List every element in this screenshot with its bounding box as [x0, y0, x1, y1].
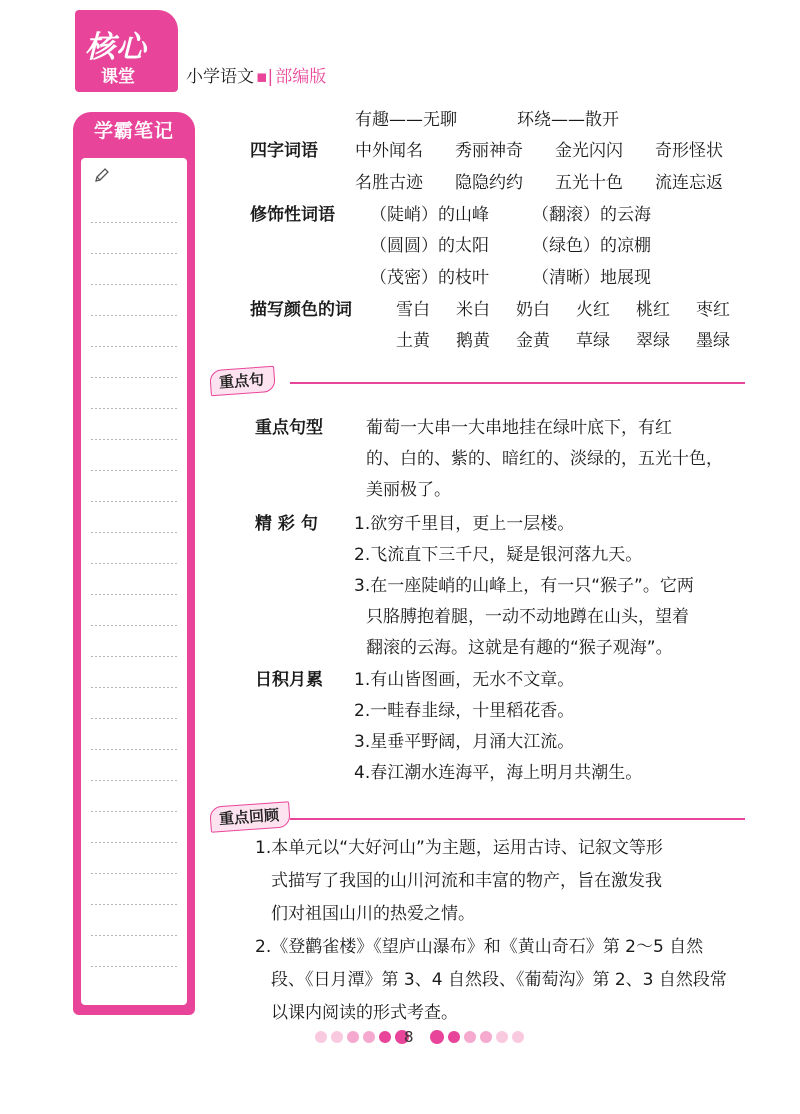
review-line: 以课内阅读的形式考查。 — [271, 1003, 458, 1023]
modifier-phrase: （翻滚）的云海 — [532, 205, 651, 225]
subject-label: 小学语文 — [186, 67, 254, 87]
daily-line: 2.一畦春韭绿，十里稻花香。 — [354, 701, 575, 721]
daily-line: 1.有山皆图画，无水不文章。 — [354, 670, 575, 690]
notes-writing-area[interactable] — [81, 158, 187, 1005]
color-word: 火红 — [576, 300, 610, 320]
color-word: 雪白 — [396, 300, 430, 320]
modifier-phrase: （圆圆）的太阳 — [370, 236, 489, 256]
wonderful-line: 只胳膊抱着腿，一动不动地蹲在山头，望着 — [366, 607, 689, 627]
four-char-label: 四字词语 — [250, 141, 318, 161]
notes-dotted-lines — [91, 192, 177, 995]
colors-label: 描写颜色的词 — [250, 300, 352, 320]
wonderful-sentences — [354, 509, 754, 664]
pattern-label: 重点句型 — [255, 418, 323, 438]
four-char-word: 隐隐约约 — [455, 173, 523, 193]
notes-tab: 学霸笔记 — [73, 112, 195, 150]
daily-sentences — [354, 665, 754, 789]
section-divider — [290, 818, 745, 820]
footer-dot — [496, 1031, 508, 1043]
daily-line: 4.春江潮水连海平，海上明月共潮生。 — [354, 763, 643, 783]
notes-frame — [73, 148, 195, 1015]
footer-dot — [363, 1031, 375, 1043]
footer-dot — [448, 1031, 460, 1043]
color-word: 枣红 — [696, 300, 730, 320]
footer-dot — [480, 1031, 492, 1043]
page-number: 8 — [404, 1028, 414, 1046]
color-word: 墨绿 — [696, 331, 730, 351]
footer-dots-right — [430, 1030, 524, 1044]
edition-label: 部编版 — [275, 67, 327, 87]
pattern-text — [366, 413, 756, 506]
four-char-word: 中外闻名 — [355, 141, 423, 161]
header-separator: ▪| — [256, 67, 274, 87]
footer-dot — [347, 1031, 359, 1043]
color-word: 翠绿 — [636, 331, 670, 351]
footer-dot — [379, 1031, 391, 1043]
color-word: 桃红 — [636, 300, 670, 320]
color-word: 草绿 — [576, 331, 610, 351]
footer-dot — [430, 1030, 444, 1044]
four-char-word: 秀丽神奇 — [455, 141, 523, 161]
review-line: 1.本单元以“大好河山”为主题，运用古诗、记叙文等形 — [255, 838, 663, 858]
section-key-sentences — [210, 368, 750, 394]
footer-dot — [315, 1031, 327, 1043]
color-word: 鹅黄 — [456, 331, 490, 351]
color-word: 米白 — [456, 300, 490, 320]
review-line: 们对祖国山川的热爱之情。 — [271, 904, 475, 924]
section-divider — [290, 382, 745, 384]
review-line: 2.《登鹳雀楼》《望庐山瀑布》和《黄山奇石》第 2～5 自然 — [255, 937, 704, 957]
color-word: 土黄 — [396, 331, 430, 351]
footer-dot — [331, 1031, 343, 1043]
section-badge: 重点回顾 — [209, 801, 291, 833]
footer-dot — [512, 1031, 524, 1043]
pencil-icon — [93, 166, 111, 184]
logo-title: 核心 — [85, 30, 147, 65]
modifier-label: 修饰性词语 — [250, 205, 335, 225]
four-char-word: 流连忘返 — [655, 173, 723, 193]
color-word: 金黄 — [516, 331, 550, 351]
modifier-phrase: （茂密）的枝叶 — [370, 268, 489, 288]
section-review — [210, 804, 750, 830]
four-char-word: 名胜古迹 — [355, 173, 423, 193]
logo — [75, 10, 178, 92]
modifier-phrase: （陡峭）的山峰 — [370, 205, 489, 225]
logo-subtitle: 课堂 — [101, 67, 135, 87]
notes-panel — [73, 112, 195, 1015]
four-char-word: 奇形怪状 — [655, 141, 723, 161]
four-char-word: 五光十色 — [555, 173, 623, 193]
color-word: 奶白 — [516, 300, 550, 320]
review-text — [255, 832, 755, 1030]
modifier-phrase: （绿色）的凉棚 — [532, 236, 651, 256]
modifier-phrase: （清晰）地展现 — [532, 268, 651, 288]
review-line: 式描写了我国的山川河流和丰富的物产，旨在激发我 — [271, 871, 662, 891]
header-subject — [186, 62, 326, 87]
four-char-word: 金光闪闪 — [555, 141, 623, 161]
footer-dots-left — [315, 1030, 409, 1044]
wonderful-line: 1.欲穷千里目，更上一层楼。 — [354, 514, 575, 534]
pattern-line: 美丽极了。 — [366, 480, 451, 500]
antonym-pair-1: 有趣——无聊 — [355, 110, 457, 130]
review-line: 段、《日月潭》第 3、4 自然段、《葡萄沟》第 2、3 自然段常 — [271, 970, 727, 990]
footer-dot — [464, 1031, 476, 1043]
wonderful-line: 3.在一座陡峭的山峰上，有一只“猴子”。它两 — [354, 576, 694, 596]
wonderful-line: 翻滚的云海。这就是有趣的“猴子观海”。 — [366, 638, 673, 658]
pattern-line: 的、白的、紫的、暗红的、淡绿的，五光十色， — [366, 449, 723, 469]
daily-label: 日积月累 — [255, 670, 323, 690]
pattern-line: 葡萄一大串一大串地挂在绿叶底下，有红 — [366, 418, 672, 438]
antonym-pair-2: 环绕——散开 — [517, 110, 619, 130]
wonderful-line: 2.飞流直下三千尺，疑是银河落九天。 — [354, 545, 643, 565]
section-badge: 重点句 — [209, 366, 276, 396]
daily-line: 3.星垂平野阔，月涌大江流。 — [354, 732, 575, 752]
wonderful-label: 精 彩 句 — [255, 514, 318, 534]
